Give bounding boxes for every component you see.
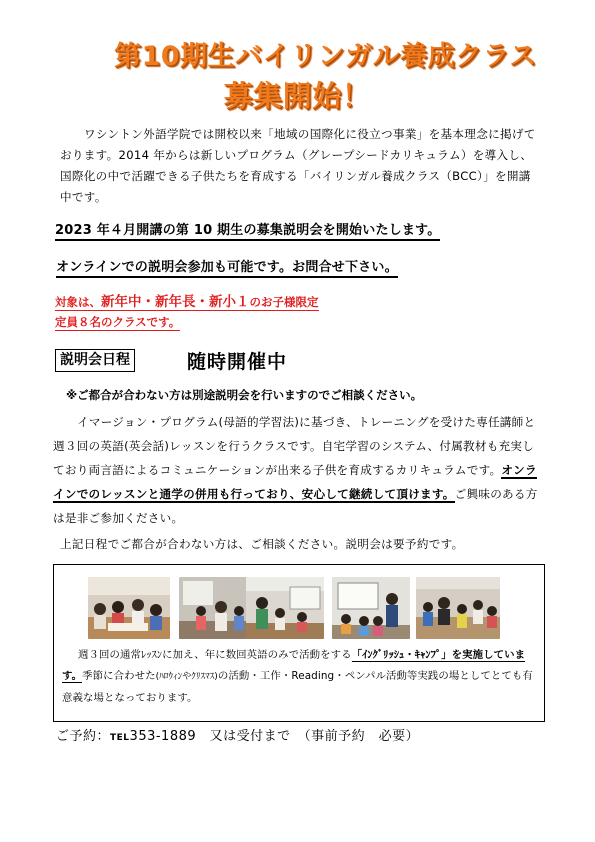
english-camp-text: 「ｲﾝｸﾞﾘｯｼｭ・ｷｬﾝﾌﾟ」を実施しています。 xyxy=(62,649,526,682)
schedule-label: 説明会日程 xyxy=(55,349,135,372)
camp-text-2: 季節に合わせた xyxy=(82,670,156,682)
capacity-text: 定員８名のクラスです。 xyxy=(55,315,181,329)
announce-line-2 xyxy=(56,256,398,275)
camp-text-1: 週３回の通常ﾚｯｽﾝに加え、年に数回英語のみで活動をする xyxy=(78,649,352,661)
target-line xyxy=(55,290,319,310)
photo-box xyxy=(53,564,545,722)
reservation-rest: 又は受付まで （事前予約 必要） xyxy=(196,729,420,744)
tel-prefix: TEL xyxy=(110,733,130,743)
program-text-1: イマージョン・プログラム(母語的学習法)に基づき、トレーニングを受けた専任講師と週３回の英語(英会話)レッスンを行うクラスです。自宅学習のシステム、付属教材も充実しており両言語によるコミュニケーションが出来る子供を育成するカリキュラムです。 xyxy=(53,415,536,477)
program-description xyxy=(53,410,543,530)
reservation-line xyxy=(56,725,419,744)
target-prefix: 対象は、 xyxy=(55,295,101,309)
classroom-photo-4 xyxy=(332,577,410,639)
camp-text-3: の活動・工作・Reading・ペンパル活動等実践の場としてとても有意義な場となっております。 xyxy=(62,670,533,704)
capacity-line xyxy=(55,314,180,330)
intro-paragraph: ワシントン外語学院では開校以来「地域の国際化に役立つ事業」を基本理念に掲げております。2014 年からは新しいプログラム（グレープシードカリキュラム）を導入し、国際化の中で活躍できる子供たちを育成する「バイリンガル養成クラス（BCC）」を開講中です。 xyxy=(60,127,536,204)
announce-line-1 xyxy=(55,219,440,238)
online-lesson-text: オンラインでのレッスンと通学の併用も行っており、安心して継続して頂けます。 xyxy=(53,463,537,501)
schedule-note: ※ご都合が合わない方は別途説明会を行いますのでご相談ください。 xyxy=(66,388,423,402)
phone-number: 353-1889 xyxy=(129,729,197,744)
program-text-2: ご興味のある方は是非ご参加ください。 xyxy=(53,487,538,525)
announce-text-2: オンラインでの説明会参加も可能です。お問合せ下さい。 xyxy=(56,260,398,278)
camp-description xyxy=(62,645,540,709)
announce-text-1: 2023 年４月開講の第 10 期生の募集説明会を開始いたします。 xyxy=(55,223,440,241)
camp-seasonal-events: (ﾊﾛｳｨﾝやｸﾘｽﾏｽ) xyxy=(155,672,218,682)
reservation-label: ご予約： xyxy=(56,729,111,744)
classroom-photo-1 xyxy=(88,577,170,639)
classroom-photo-3 xyxy=(246,577,324,639)
classroom-photo-5 xyxy=(416,577,500,639)
target-underline xyxy=(55,295,319,311)
page-title: 第10期生バイリンガル養成クラス xyxy=(114,41,537,72)
schedule-value: 随時開催中 xyxy=(187,351,288,373)
extra-note: 上記日程でご都合が合わない方は、ご相談ください。説明会は要予約です。 xyxy=(60,537,464,551)
target-suffix: のお子様限定 xyxy=(249,295,319,309)
target-grades: 新年中・新年長・新小１ xyxy=(101,294,250,310)
page-subtitle: 募集開始！ xyxy=(223,79,372,113)
